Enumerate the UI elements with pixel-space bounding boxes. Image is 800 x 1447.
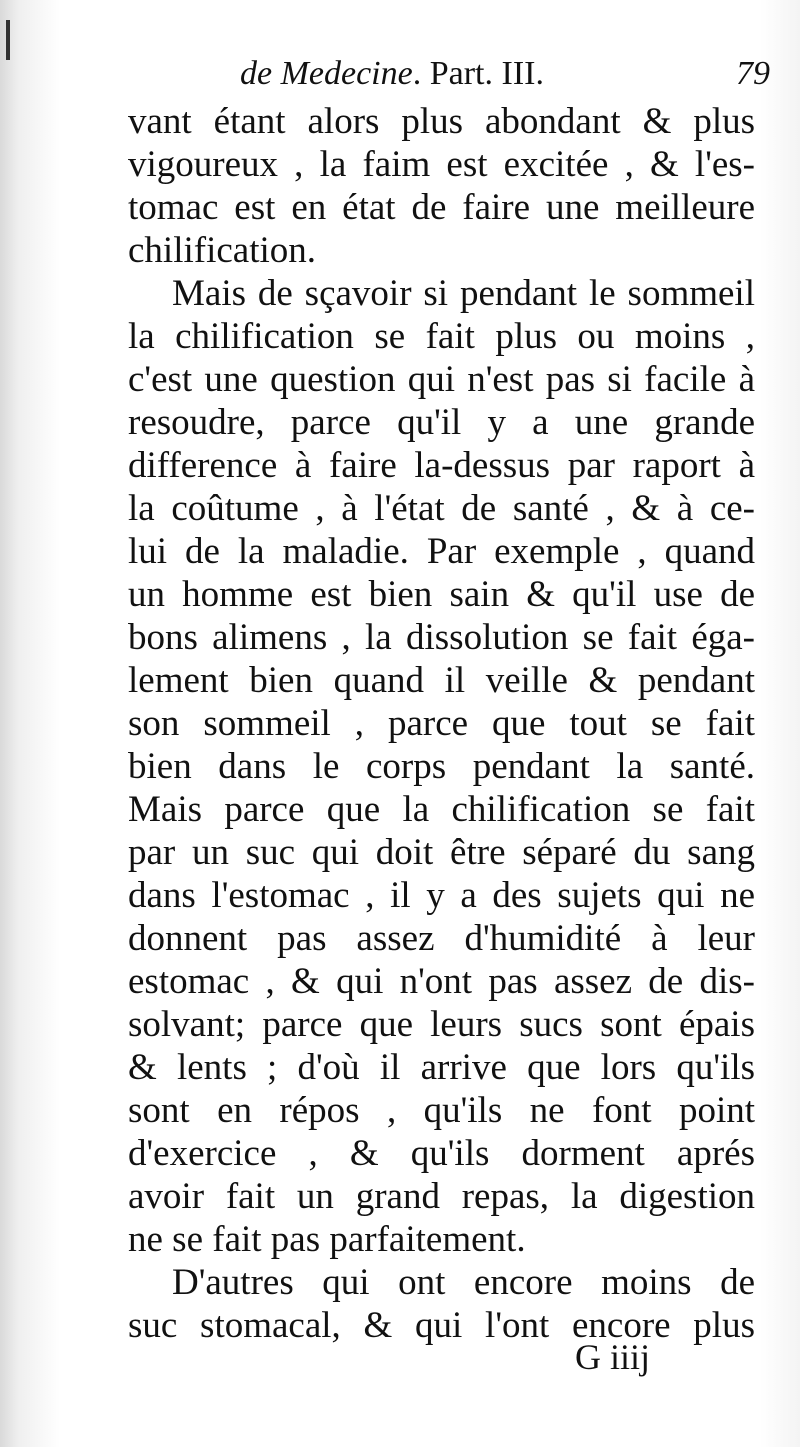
text-line: c'est une question qui n'est pas si facile à xyxy=(128,359,755,400)
text-line: avoir fait un grand repas, la digestion xyxy=(128,1176,755,1217)
text-line: lui de la maladie. Par exemple , quand xyxy=(128,531,755,572)
text-line: la chilification se fait plus ou moins , xyxy=(128,316,755,357)
running-title-rest: . Part. III. xyxy=(412,55,544,92)
text-line: solvant; parce que leurs sucs sont épais xyxy=(128,1004,755,1045)
text-line: Mais de sçavoir si pendant le sommeil xyxy=(172,273,755,314)
text-line: difference à faire la-dessus par raport à xyxy=(128,445,755,486)
text-line: tomac est en état de faire une meilleure xyxy=(128,187,755,228)
text-line: Mais parce que la chilification se fait xyxy=(128,789,755,830)
text-line: vant étant alors plus abondant & plus xyxy=(128,101,755,142)
text-line: suc stomacal, & qui l'ont encore plus xyxy=(128,1305,755,1346)
text-line: dans l'estomac , il y a des sujets qui ne xyxy=(128,875,755,916)
text-line: & lents ; d'où il arrive que lors qu'ils xyxy=(128,1047,755,1088)
text-line: lement bien quand il veille & pendant xyxy=(128,660,755,701)
text-line: ne se fait pas parfaitement. xyxy=(128,1219,526,1260)
page-header xyxy=(240,48,770,100)
text-line: vigoureux , la faim est excitée , & l'es- xyxy=(128,144,755,185)
text-line: resoudre, parce qu'il y a une grande xyxy=(128,402,755,443)
text-line: son sommeil , parce que tout se fait xyxy=(128,703,755,744)
signature-mark: G iiij xyxy=(575,1337,651,1377)
running-title-italic: de Medecine xyxy=(240,55,413,92)
text-line: la coûtume , à l'état de santé , & à ce- xyxy=(128,488,755,529)
text-line: D'autres qui ont encore moins de xyxy=(172,1262,755,1303)
text-line: bons alimens , la dissolution se fait éga- xyxy=(128,617,755,658)
text-line: un homme est bien sain & qu'il use de xyxy=(128,574,755,615)
page-edge-mark xyxy=(6,20,10,60)
text-line: donnent pas assez d'humidité à leur xyxy=(128,918,755,959)
running-title xyxy=(240,48,544,100)
text-line: chilification. xyxy=(128,230,317,271)
text-line: estomac , & qui n'ont pas assez de dis- xyxy=(128,961,755,1002)
page-number: 79 xyxy=(736,55,770,92)
text-line: sont en répos , qu'ils ne font point xyxy=(128,1090,755,1131)
body-text xyxy=(128,100,755,1347)
text-line: d'exercice , & qu'ils dorment aprés xyxy=(128,1133,755,1174)
text-line: bien dans le corps pendant la santé. xyxy=(128,746,755,787)
text-line: par un suc qui doit être séparé du sang xyxy=(128,832,755,873)
